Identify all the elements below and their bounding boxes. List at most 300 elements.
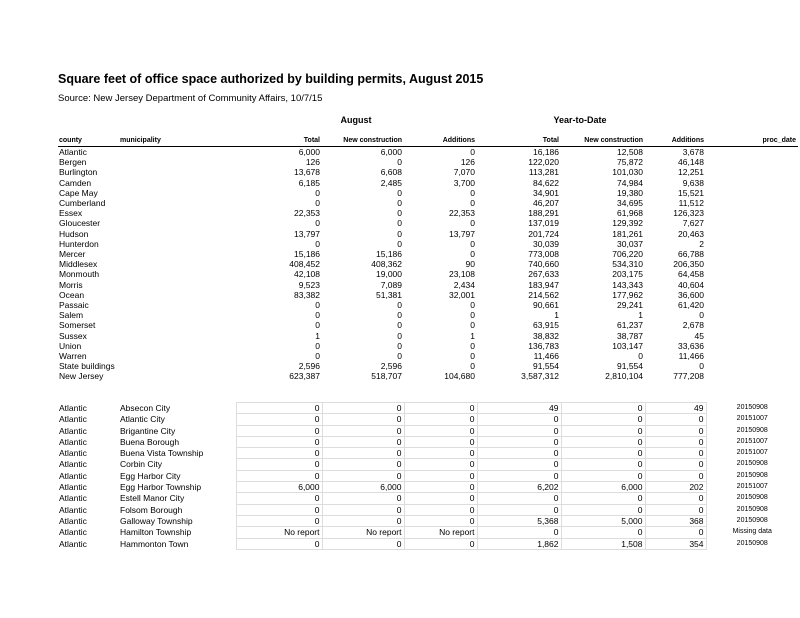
cell-county: Atlantic: [59, 504, 87, 515]
cell-municipality: [119, 269, 236, 279]
cell-proc-date: 20151007: [736, 415, 768, 423]
cell-aug-new-construction: 0: [397, 300, 402, 311]
cell-municipality: Folsom Borough: [120, 504, 183, 515]
cell-ytd-total: 30,039: [533, 238, 559, 249]
cell-ytd-new-construction: 74,984: [617, 177, 643, 188]
table-row: [58, 470, 798, 481]
cell-proc-date: [706, 198, 798, 208]
cell-aug-new-construction: 0: [397, 208, 402, 219]
cell-aug-total: 15,186: [294, 249, 320, 260]
cell-ytd-new-construction: 12,508: [617, 147, 643, 157]
cell-municipality: [119, 188, 236, 198]
cell-municipality: Egg Harbor City: [120, 470, 181, 481]
cell-ytd-new-construction: 203,175: [612, 269, 643, 280]
cell-proc-date: [706, 371, 798, 381]
cell-ytd-total: 0: [477, 414, 561, 425]
cell-municipality: Corbin City: [120, 459, 163, 470]
cell-ytd-total: 34,901: [533, 187, 559, 198]
table-row: [58, 320, 798, 330]
county-rows: [58, 147, 798, 382]
cell-proc-date: [706, 351, 798, 361]
cell-municipality: Hammonton Town: [120, 538, 189, 549]
cell-ytd-new-construction: 177,962: [612, 289, 643, 300]
cell-ytd-total: 188,291: [528, 208, 559, 219]
table-row: [58, 351, 798, 361]
cell-ytd-total: 0: [477, 459, 561, 470]
table-row: [58, 515, 798, 526]
cell-aug-additions: 0: [470, 340, 475, 351]
cell-municipality: [119, 249, 236, 259]
cell-proc-date: [706, 218, 798, 228]
cell-ytd-new-construction: 0: [561, 504, 645, 515]
cell-ytd-total: 90,661: [533, 300, 559, 311]
cell-county: Atlantic: [59, 515, 87, 526]
cell-aug-total: 0: [236, 403, 322, 414]
cell-aug-additions: 0: [470, 300, 475, 311]
cell-county: Camden: [59, 177, 92, 188]
cell-aug-new-construction: 408,362: [371, 259, 402, 270]
table-row: [58, 157, 798, 167]
cell-municipality: [119, 310, 236, 320]
cell-county: Atlantic: [59, 425, 87, 436]
cell-aug-total: 0: [236, 414, 322, 425]
cell-municipality: [119, 178, 236, 188]
cell-ytd-additions: 0: [645, 448, 706, 459]
cell-proc-date: [706, 269, 798, 279]
cell-municipality: Estell Manor City: [120, 493, 185, 504]
cell-ytd-total: 267,633: [528, 269, 559, 280]
cell-aug-new-construction: 6,000: [380, 147, 402, 157]
cell-aug-total: 1: [315, 330, 320, 341]
cell-aug-total: 0: [315, 351, 320, 362]
cell-county: Hudson: [59, 228, 89, 239]
cell-ytd-total: 5,368: [477, 515, 561, 526]
cell-ytd-additions: 3,678: [682, 147, 704, 157]
cell-aug-total: 0: [315, 218, 320, 229]
cell-municipality: [119, 280, 236, 290]
cell-aug-additions: 90: [465, 259, 475, 270]
cell-aug-new-construction: 7,089: [380, 279, 402, 290]
col-ytd-additions: Additions: [645, 135, 706, 147]
cell-ytd-additions: 7,627: [682, 218, 704, 229]
cell-county: Atlantic: [59, 493, 87, 504]
cell-county: Hunterdon: [59, 238, 99, 249]
cell-ytd-total: 11,466: [533, 351, 559, 362]
cell-ytd-additions: 777,208: [673, 371, 704, 382]
cell-ytd-total: 0: [477, 436, 561, 447]
cell-proc-date: [706, 300, 798, 310]
municipality-rows: [58, 403, 798, 550]
cell-municipality: [119, 361, 236, 371]
column-header-row: [58, 135, 798, 147]
cell-aug-total: 0: [236, 436, 322, 447]
cell-aug-new-construction: 0: [397, 187, 402, 198]
cell-county: Atlantic: [59, 403, 87, 413]
cell-aug-new-construction: 0: [322, 425, 404, 436]
cell-county: Atlantic: [59, 459, 87, 470]
cell-ytd-total: 0: [477, 425, 561, 436]
table-row: [58, 504, 798, 515]
cell-aug-total: 623,387: [289, 371, 320, 382]
cell-aug-new-construction: 0: [397, 340, 402, 351]
cell-ytd-total: 1,862: [477, 538, 561, 549]
cell-proc-date: 20150908: [736, 404, 768, 411]
cell-aug-additions: 0: [470, 320, 475, 331]
cell-county: Mercer: [59, 249, 86, 260]
cell-aug-new-construction: No report: [322, 527, 404, 538]
cell-ytd-additions: 206,350: [673, 259, 704, 270]
cell-ytd-new-construction: 0: [561, 436, 645, 447]
table-row: [58, 527, 798, 538]
col-aug-total: Total: [236, 135, 322, 147]
cell-ytd-total: 113,281: [528, 167, 559, 178]
cell-aug-total: 6,185: [298, 177, 320, 188]
cell-municipality: Atlantic City: [120, 414, 165, 425]
cell-ytd-new-construction: 0: [561, 403, 645, 414]
cell-aug-total: 0: [236, 448, 322, 459]
table-row: [58, 178, 798, 188]
cell-municipality: Buena Borough: [120, 436, 180, 447]
cell-aug-additions: 22,353: [449, 208, 475, 219]
cell-ytd-new-construction: 30,037: [617, 238, 643, 249]
cell-aug-additions: 0: [404, 493, 477, 504]
cell-county: Atlantic: [59, 147, 87, 157]
cell-proc-date: [706, 361, 798, 371]
cell-aug-additions: 13,797: [449, 228, 475, 239]
cell-county: Atlantic: [59, 538, 87, 549]
cell-ytd-additions: 66,788: [678, 249, 704, 260]
cell-ytd-additions: 0: [645, 504, 706, 515]
table-row: [58, 229, 798, 239]
cell-ytd-additions: 0: [645, 414, 706, 425]
cell-aug-additions: 0: [470, 351, 475, 362]
cell-aug-new-construction: 0: [322, 515, 404, 526]
cell-aug-new-construction: 0: [322, 470, 404, 481]
cell-ytd-new-construction: 34,695: [617, 198, 643, 209]
cell-proc-date: 20151007: [736, 437, 768, 445]
cell-county: Bergen: [59, 157, 87, 168]
cell-aug-new-construction: 0: [397, 157, 402, 168]
cell-municipality: [119, 218, 236, 228]
cell-aug-total: 6,000: [298, 147, 320, 157]
cell-county: Cumberland: [59, 198, 106, 209]
cell-ytd-total: 63,915: [533, 320, 559, 331]
cell-aug-additions: 0: [404, 459, 477, 470]
cell-proc-date: [706, 320, 798, 330]
cell-aug-additions: No report: [404, 527, 477, 538]
cell-ytd-additions: 0: [699, 361, 704, 372]
table-row: [58, 280, 798, 290]
cell-aug-total: 0: [315, 340, 320, 351]
cell-county: Atlantic: [59, 436, 87, 447]
cell-aug-total: 0: [236, 515, 322, 526]
cell-county: Ocean: [59, 289, 85, 300]
cell-aug-additions: 0: [470, 187, 475, 198]
cell-ytd-additions: 33,636: [678, 340, 704, 351]
cell-aug-total: 0: [236, 470, 322, 481]
table-row: [58, 218, 798, 228]
cell-aug-new-construction: 0: [322, 538, 404, 549]
table-row: [58, 425, 798, 436]
cell-county: New Jersey: [59, 371, 104, 382]
cell-proc-date: 20150908: [736, 494, 768, 502]
august-group-header: August: [340, 115, 372, 125]
col-aug-new-construction: New construction: [322, 135, 404, 147]
cell-municipality: Egg Harbor Township: [120, 482, 202, 493]
cell-ytd-additions: 49: [645, 403, 706, 414]
cell-aug-new-construction: 0: [397, 198, 402, 209]
cell-ytd-total: 0: [477, 527, 561, 538]
col-county: county: [58, 135, 119, 147]
cell-ytd-total: 49: [477, 403, 561, 414]
cell-proc-date: 20150908: [736, 516, 768, 524]
cell-ytd-new-construction: 0: [561, 448, 645, 459]
table-row: [58, 403, 798, 414]
cell-proc-date: [706, 178, 798, 188]
cell-county: Burlington: [59, 167, 98, 178]
cell-aug-new-construction: 0: [397, 351, 402, 362]
cell-ytd-additions: 0: [645, 425, 706, 436]
cell-ytd-total: 0: [477, 470, 561, 481]
cell-aug-total: 0: [236, 504, 322, 515]
cell-aug-new-construction: 0: [397, 218, 402, 229]
cell-ytd-additions: 0: [645, 470, 706, 481]
cell-ytd-new-construction: 38,787: [617, 330, 643, 341]
cell-municipality: [119, 229, 236, 239]
cell-ytd-additions: 0: [699, 310, 704, 321]
cell-ytd-additions: 46,148: [678, 157, 704, 168]
cell-county: Atlantic: [59, 448, 87, 459]
cell-aug-additions: 0: [470, 310, 475, 321]
cell-ytd-total: 183,947: [528, 279, 559, 290]
cell-aug-total: 408,452: [289, 259, 320, 270]
col-ytd-total: Total: [477, 135, 561, 147]
cell-aug-new-construction: 0: [397, 320, 402, 331]
cell-ytd-new-construction: 129,392: [612, 218, 643, 229]
cell-proc-date: 20150908: [736, 471, 768, 479]
cell-aug-total: No report: [236, 527, 322, 538]
table-row: [58, 147, 798, 158]
cell-proc-date: 20150908: [736, 460, 768, 468]
cell-ytd-new-construction: 61,237: [617, 320, 643, 331]
cell-ytd-additions: 202: [645, 482, 706, 493]
cell-aug-additions: 0: [470, 249, 475, 260]
cell-aug-new-construction: 0: [397, 238, 402, 249]
cell-ytd-new-construction: 0: [561, 459, 645, 470]
cell-ytd-total: 84,622: [533, 177, 559, 188]
cell-proc-date: 20151007: [736, 483, 768, 491]
cell-aug-total: 13,797: [294, 228, 320, 239]
cell-proc-date: 20151007: [736, 449, 768, 457]
cell-proc-date: [706, 157, 798, 167]
table-row: [58, 448, 798, 459]
table-row: [58, 208, 798, 218]
cell-municipality: Hamilton Township: [120, 527, 192, 538]
cell-county: Gloucester: [59, 218, 101, 229]
cell-county: Passaic: [59, 300, 89, 311]
cell-aug-additions: 0: [404, 470, 477, 481]
cell-county: Cape May: [59, 187, 98, 198]
cell-municipality: Absecon City: [120, 403, 171, 413]
cell-proc-date: 20150908: [736, 426, 768, 434]
cell-aug-additions: 126: [460, 157, 475, 168]
cell-county: Atlantic: [59, 470, 87, 481]
cell-aug-new-construction: 0: [397, 310, 402, 321]
table-row: [58, 269, 798, 279]
table-row: [58, 198, 798, 208]
cell-ytd-additions: 45: [694, 330, 704, 341]
cell-municipality: [119, 320, 236, 330]
cell-ytd-additions: 0: [645, 459, 706, 470]
table-row: [58, 459, 798, 470]
report-source: Source: New Jersey Department of Community Affairs, 10/7/15: [58, 93, 323, 104]
cell-ytd-additions: 40,604: [678, 279, 704, 290]
cell-ytd-total: 214,562: [528, 289, 559, 300]
cell-ytd-new-construction: 19,380: [617, 187, 643, 198]
table-row: [58, 436, 798, 447]
cell-county: Middlesex: [59, 259, 98, 270]
cell-municipality: [119, 341, 236, 351]
cell-aug-additions: 0: [404, 403, 477, 414]
cell-county: Atlantic: [59, 527, 87, 538]
cell-proc-date: [706, 249, 798, 259]
cell-aug-total: 42,108: [294, 269, 320, 280]
cell-aug-additions: 0: [470, 361, 475, 372]
cell-ytd-total: 16,186: [533, 147, 559, 157]
cell-proc-date: [706, 331, 798, 341]
cell-ytd-total: 46,207: [533, 198, 559, 209]
cell-ytd-new-construction: 103,147: [612, 340, 643, 351]
cell-ytd-total: 136,783: [528, 340, 559, 351]
col-ytd-new-construction: New construction: [561, 135, 645, 147]
cell-aug-total: 0: [315, 300, 320, 311]
table-row: [58, 290, 798, 300]
cell-county: Monmouth: [59, 269, 100, 280]
cell-proc-date: [706, 188, 798, 198]
cell-ytd-new-construction: 181,261: [612, 228, 643, 239]
cell-aug-new-construction: 6,000: [322, 482, 404, 493]
cell-aug-total: 0: [236, 538, 322, 549]
table-row: [58, 538, 798, 549]
cell-county: Warren: [59, 351, 87, 362]
cell-ytd-additions: 11,466: [678, 351, 704, 362]
table-row: [58, 167, 798, 177]
cell-proc-date: [706, 147, 798, 158]
cell-county: Essex: [59, 208, 83, 219]
ytd-group-header: Year-to-Date: [553, 115, 607, 125]
cell-county: State buildings: [59, 361, 115, 372]
cell-proc-date: [706, 310, 798, 320]
cell-aug-new-construction: 19,000: [376, 269, 402, 280]
cell-proc-date: [706, 208, 798, 218]
cell-municipality: [119, 147, 236, 158]
cell-county: Atlantic: [59, 482, 87, 493]
cell-ytd-additions: 11,512: [678, 198, 704, 209]
cell-proc-date: [706, 341, 798, 351]
cell-aug-new-construction: 0: [322, 448, 404, 459]
cell-ytd-additions: 2: [699, 238, 704, 249]
cell-municipality: [119, 351, 236, 361]
table-row: [58, 341, 798, 351]
cell-aug-additions: 0: [404, 504, 477, 515]
cell-municipality: Buena Vista Township: [120, 448, 204, 459]
cell-ytd-additions: 0: [645, 527, 706, 538]
cell-aug-additions: 0: [404, 436, 477, 447]
cell-proc-date: [706, 259, 798, 269]
cell-ytd-total: 6,202: [477, 482, 561, 493]
cell-aug-total: 126: [305, 157, 320, 168]
cell-aug-total: 0: [315, 310, 320, 321]
cell-municipality: [119, 198, 236, 208]
cell-ytd-additions: 15,521: [678, 187, 704, 198]
table-row: [58, 414, 798, 425]
table-row: [58, 249, 798, 259]
cell-county: Union: [59, 340, 82, 351]
cell-ytd-additions: 126,323: [673, 208, 704, 219]
cell-ytd-total: 1: [554, 310, 559, 321]
cell-aug-additions: 3,700: [453, 177, 475, 188]
cell-aug-additions: 32,001: [449, 289, 475, 300]
cell-aug-new-construction: 0: [322, 414, 404, 425]
cell-proc-date: [706, 167, 798, 177]
cell-aug-new-construction: 0: [397, 330, 402, 341]
cell-ytd-new-construction: 0: [561, 493, 645, 504]
cell-aug-total: 83,382: [294, 289, 320, 300]
cell-aug-new-construction: 518,707: [371, 371, 402, 382]
cell-aug-total: 0: [315, 238, 320, 249]
cell-ytd-total: 0: [477, 504, 561, 515]
cell-proc-date: [706, 229, 798, 239]
cell-proc-date: [706, 239, 798, 249]
cell-municipality: [119, 331, 236, 341]
table-row: [58, 239, 798, 249]
cell-aug-additions: 0: [404, 425, 477, 436]
cell-aug-total: 13,678: [294, 167, 320, 178]
cell-proc-date: [706, 290, 798, 300]
cell-ytd-total: 91,554: [533, 361, 559, 372]
cell-municipality: Brigantine City: [120, 425, 176, 436]
cell-ytd-total: 201,724: [528, 228, 559, 239]
cell-aug-total: 0: [236, 425, 322, 436]
table-row: [58, 331, 798, 341]
cell-aug-additions: 0: [470, 218, 475, 229]
table-row: [58, 482, 798, 493]
cell-ytd-new-construction: 706,220: [612, 249, 643, 260]
cell-municipality: [119, 290, 236, 300]
table-row: [58, 371, 798, 381]
cell-aug-total: 0: [315, 187, 320, 198]
cell-aug-new-construction: 0: [397, 228, 402, 239]
cell-aug-new-construction: 2,485: [380, 177, 402, 188]
cell-ytd-additions: 0: [645, 436, 706, 447]
cell-ytd-new-construction: 91,554: [617, 361, 643, 372]
cell-ytd-total: 0: [477, 448, 561, 459]
cell-ytd-additions: 2,678: [682, 320, 704, 331]
cell-ytd-additions: 354: [645, 538, 706, 549]
cell-aug-new-construction: 0: [322, 504, 404, 515]
cell-ytd-total: 773,008: [528, 249, 559, 260]
cell-county: Morris: [59, 279, 83, 290]
cell-ytd-new-construction: 534,310: [612, 259, 643, 270]
cell-aug-total: 9,523: [298, 279, 320, 290]
cell-aug-additions: 1: [470, 330, 475, 341]
cell-ytd-new-construction: 0: [561, 527, 645, 538]
cell-aug-new-construction: 0: [322, 459, 404, 470]
cell-municipality: [119, 157, 236, 167]
cell-ytd-new-construction: 29,241: [617, 300, 643, 311]
cell-ytd-total: 3,587,312: [521, 371, 559, 382]
cell-ytd-new-construction: 6,000: [561, 482, 645, 493]
